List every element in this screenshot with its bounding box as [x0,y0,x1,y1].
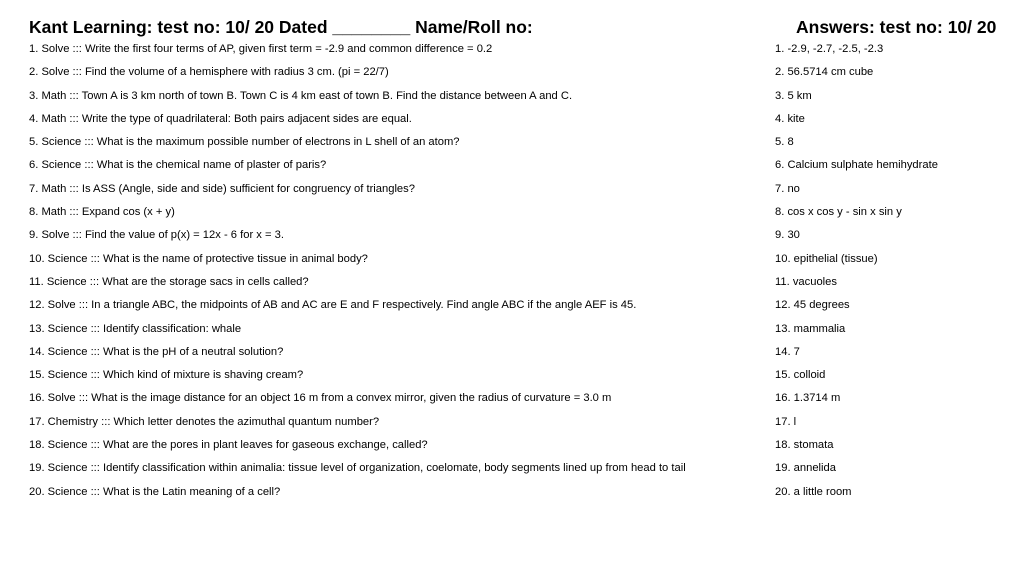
answer-item: 7. no [775,182,800,195]
answer-list [775,41,1015,507]
answer-item: 11. vacuoles [775,275,837,288]
question-item: 9. Solve ::: Find the value of p(x) = 12x - 6 for x = 3. [29,229,284,242]
answers-title: Answers: test no: 10/ 20 [796,17,997,37]
answer-item: 3. 5 km [775,89,812,102]
answer-item: 8. cos x cos y - sin x sin y [775,206,902,219]
question-item: 16. Solve ::: What is the image distance for an object 16 m from a convex mirror, given the radius of curvature = 3.0 m [29,392,612,405]
test-title: Kant Learning: test no: 10/ 20 Dated ________ Name/Roll no: [29,17,533,37]
question-item: 20. Science ::: What is the Latin meaning of a cell? [29,485,281,498]
answer-item: 9. 30 [775,229,800,242]
answer-item: 16. 1.3714 m [775,392,841,405]
answer-item: 10. epithelial (tissue) [775,252,878,265]
answer-item: 15. colloid [775,369,826,382]
answer-item: 2. 56.5714 cm cube [775,66,874,79]
answer-item: 17. l [775,415,797,428]
question-item: 19. Science ::: Identify classification within animalia: tissue level of organization, coelomate, body segments lined up from head to tail [29,462,686,475]
question-item: 4. Math ::: Write the type of quadrilateral: Both pairs adjacent sides are equal. [29,112,412,125]
question-item: 11. Science ::: What are the storage sacs in cells called? [29,275,309,288]
question-item: 6. Science ::: What is the chemical name of plaster of paris? [29,159,327,172]
question-item: 15. Science ::: Which kind of mixture is shaving cream? [29,369,304,382]
question-item: 18. Science ::: What are the pores in plant leaves for gaseous exchange, called? [29,439,428,452]
question-item: 14. Science ::: What is the pH of a neutral solution? [29,345,284,358]
answer-item: 18. stomata [775,439,834,452]
question-item: 2. Solve ::: Find the volume of a hemisphere with radius 3 cm. (pi = 22/7) [29,66,389,79]
answer-item: 4. kite [775,112,805,125]
question-item: 17. Chemistry ::: Which letter denotes the azimuthal quantum number? [29,415,380,428]
question-item: 1. Solve ::: Write the first four terms of AP, given first term = -2.9 and common difference = 0.2 [29,43,493,55]
question-item: 8. Math ::: Expand cos (x + y) [29,206,175,219]
answer-item: 14. 7 [775,345,800,358]
answer-item: 1. -2.9, -2.7, -2.5, -2.3 [775,43,884,55]
question-item: 10. Science ::: What is the name of protective tissue in animal body? [29,252,368,265]
question-item: 3. Math ::: Town A is 3 km north of town B. Town C is 4 km east of town B. Find the distance between A and C. [29,89,573,102]
answer-item: 20. a little room [775,485,852,498]
answer-item: 5. 8 [775,136,794,149]
answer-item: 6. Calcium sulphate hemihydrate [775,159,938,172]
question-item: 7. Math ::: Is ASS (Angle, side and side) sufficient for congruency of triangles? [29,182,415,195]
question-item: 5. Science ::: What is the maximum possible number of electrons in L shell of an atom? [29,136,460,149]
question-list [29,41,759,507]
answer-item: 13. mammalia [775,322,846,335]
question-item: 12. Solve ::: In a triangle ABC, the midpoints of AB and AC are E and F respectively. Find angle ABC if the angle AEF is 45. [29,299,637,312]
answer-item: 19. annelida [775,462,836,475]
answer-item: 12. 45 degrees [775,299,850,312]
question-item: 13. Science ::: Identify classification: whale [29,322,242,335]
